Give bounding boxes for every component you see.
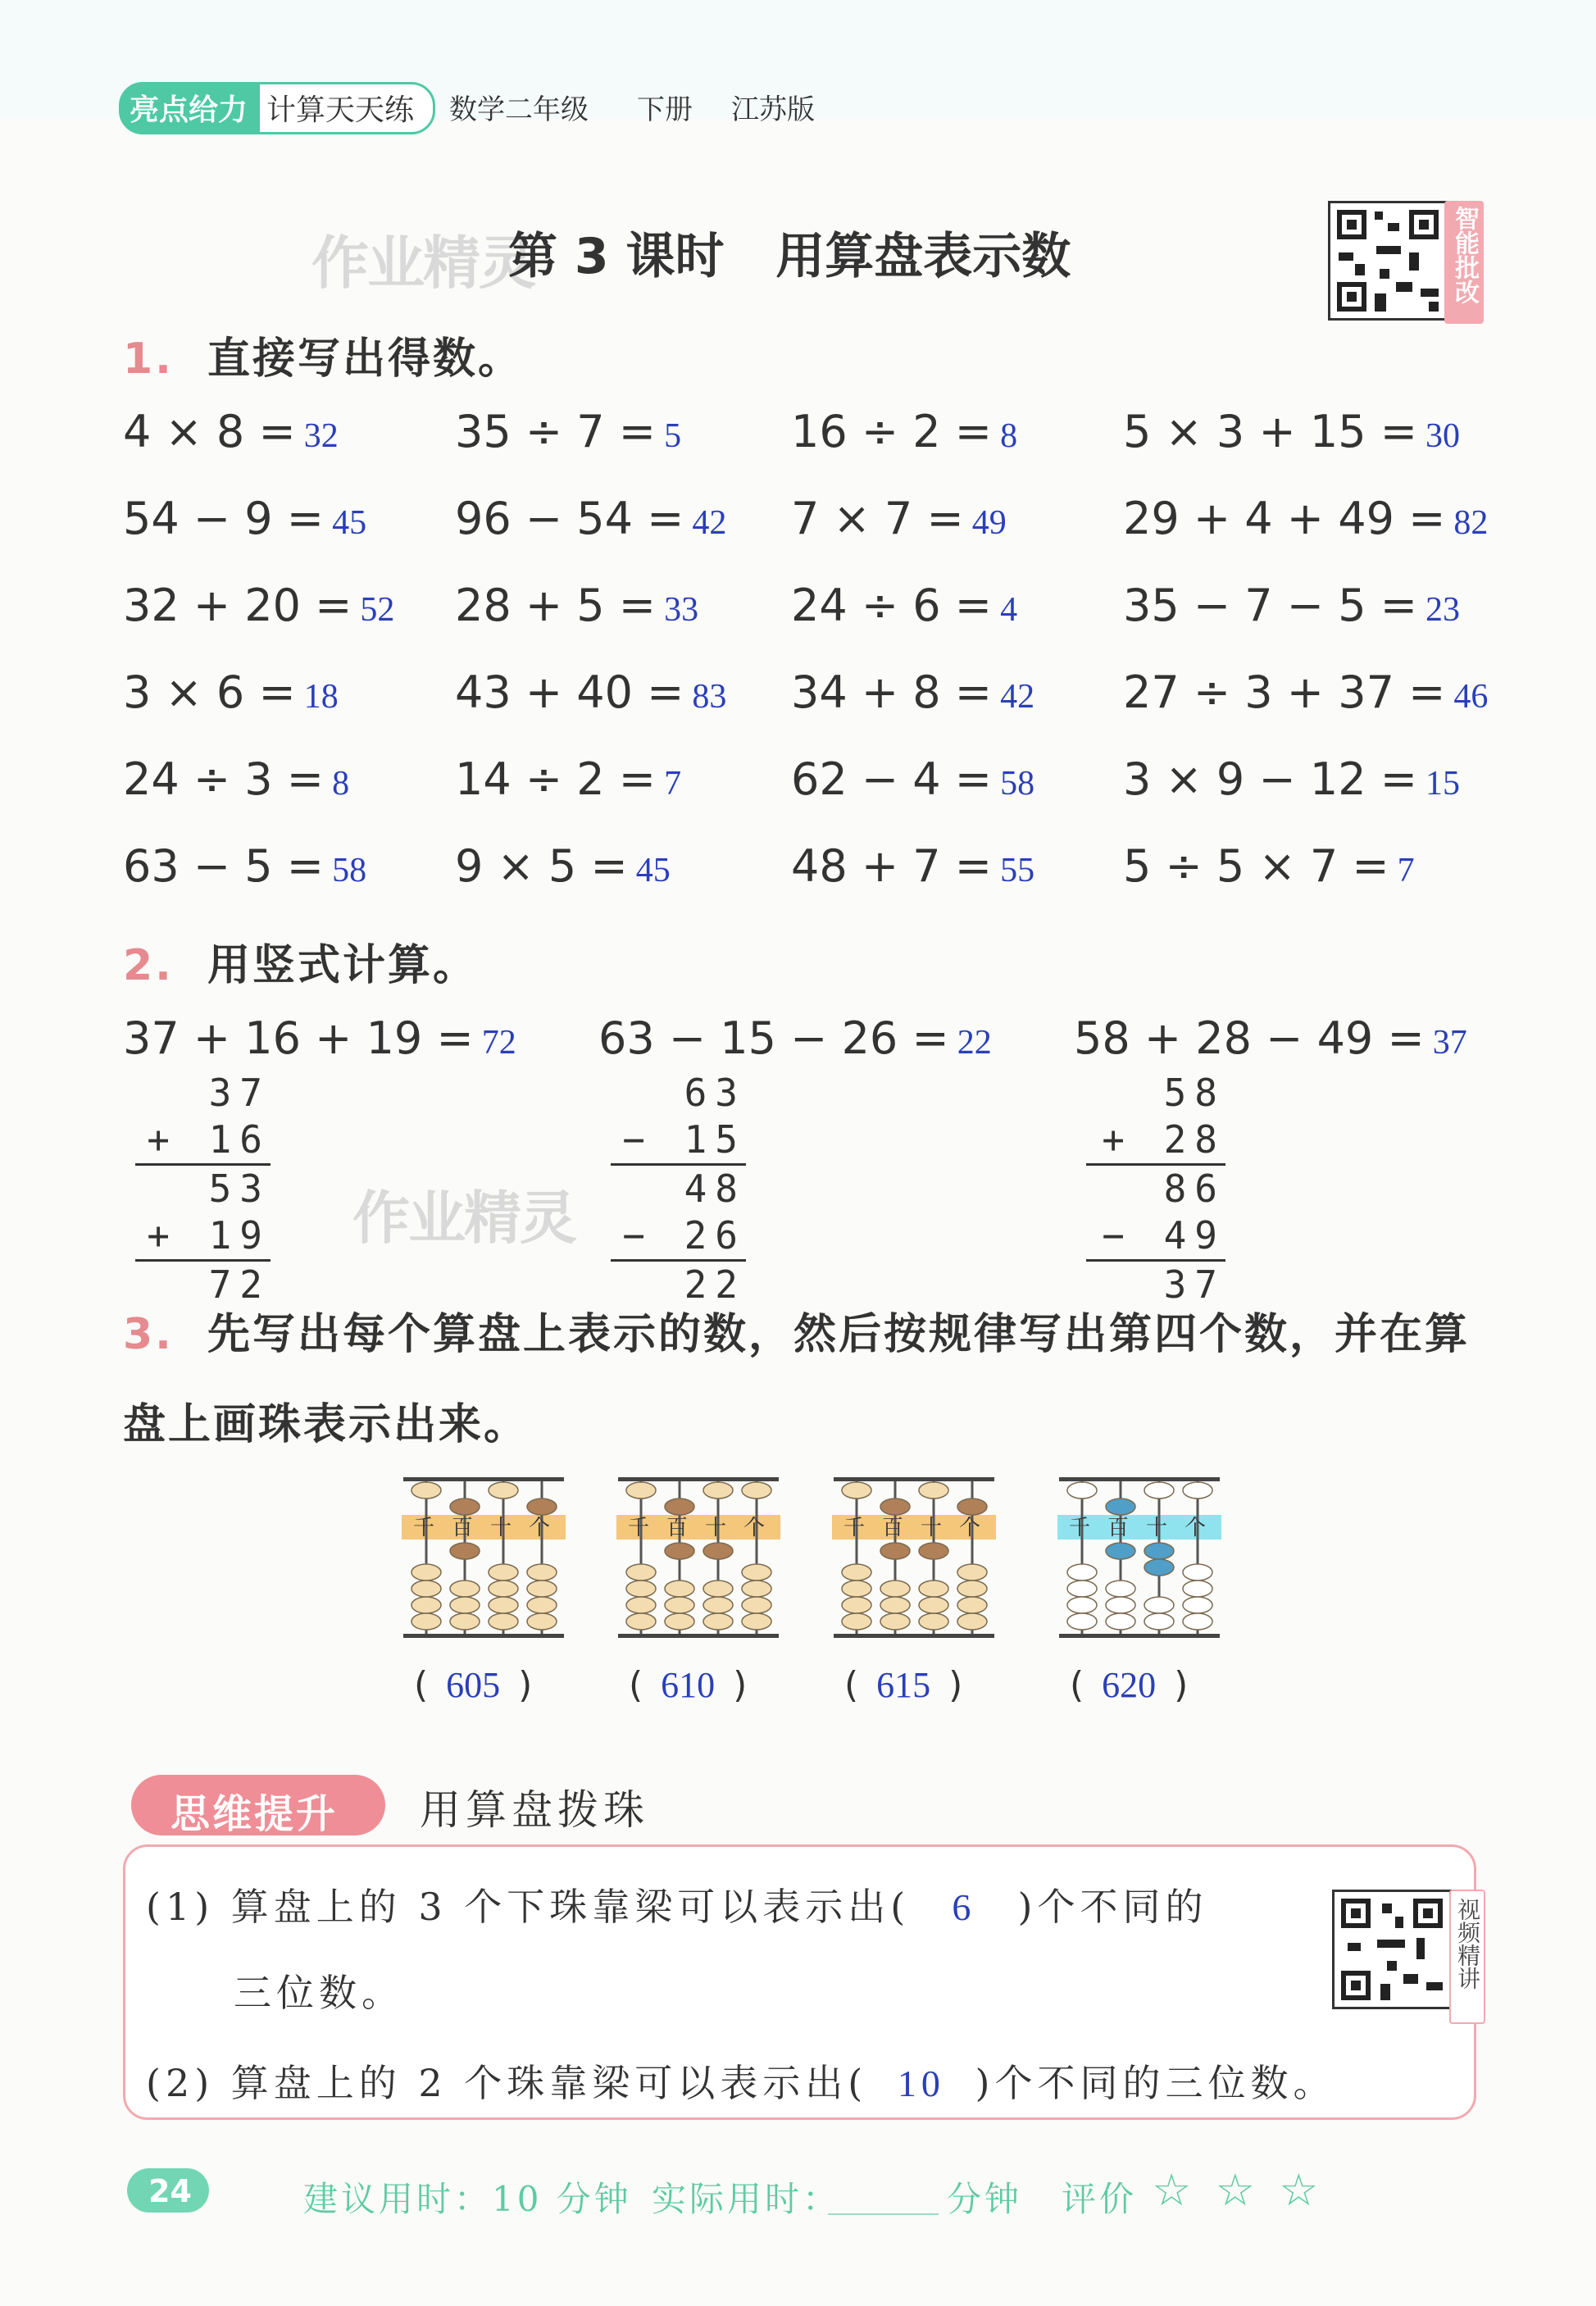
thinking-p1-b: )个不同的 [1017, 1885, 1208, 1929]
q1-item [1123, 666, 1488, 718]
abacus-lower-bead [919, 1597, 948, 1613]
abacus-lower-bead [842, 1613, 871, 1630]
q1-item [791, 493, 1007, 544]
abacus-lower-bead [742, 1564, 771, 1581]
abacus-lower-bead [742, 1613, 771, 1630]
abacus-upper-bead [527, 1499, 557, 1515]
abacus-place-label: 十 [705, 1516, 727, 1540]
abacus-lower-bead [626, 1564, 656, 1581]
abacus-lower-bead [1183, 1564, 1212, 1581]
thinking-p1-c: 三位数。 [234, 1971, 404, 2015]
q1-answer: 7 [664, 765, 682, 803]
qr-tag-grading [1444, 201, 1484, 324]
q1-item [455, 840, 671, 892]
abacus [832, 1476, 996, 1640]
q1-answer: 42 [692, 504, 727, 542]
abacus-answer: 605 [446, 1665, 501, 1705]
abacus-bottom-bar [1059, 1634, 1220, 1638]
q1-expression: 5 ÷ 5 × 7 = [1123, 840, 1389, 892]
abacus-answer-line [844, 1664, 962, 1706]
q1-text: 直接写出得数。 [207, 334, 524, 384]
qr-code-video[interactable] [1332, 1890, 1452, 2009]
q1-answer: 33 [664, 591, 699, 629]
abacus-lower-bead [1144, 1613, 1174, 1630]
q1-answer: 18 [303, 678, 339, 716]
abacus-top-bar [618, 1477, 779, 1481]
q2-vertical-calc [1086, 1070, 1225, 1308]
abacus-lower-bead [842, 1581, 871, 1597]
q1-expression: 35 − 7 − 5 = [1123, 580, 1417, 631]
q1-expression: 4 × 8 = [123, 406, 296, 457]
paren-open: ( [1070, 1664, 1084, 1706]
q1-item [791, 406, 1017, 457]
abacus-lower-bead [665, 1613, 694, 1630]
abacus-lower-bead [450, 1597, 480, 1613]
q1-answer: 7 [1397, 852, 1415, 889]
q1-expression: 28 + 5 = [455, 580, 657, 631]
q2-expression-line [123, 1012, 516, 1064]
abacus-upper-bead [1144, 1482, 1174, 1499]
q1-expression: 7 × 7 = [791, 493, 964, 544]
abacus-upper-bead [450, 1499, 480, 1515]
abacus-lower-bead [957, 1581, 987, 1597]
abacus-lower-bead [412, 1597, 441, 1613]
q2-answer: 22 [957, 1024, 992, 1062]
q1-answer: 30 [1425, 417, 1460, 455]
q1-answer: 58 [1000, 765, 1035, 803]
q2-expression-line [1074, 1012, 1467, 1064]
header-series: 计算天天练 [266, 93, 415, 127]
q1-answer: 32 [303, 417, 339, 455]
q1-expression: 3 × 9 − 12 = [1123, 753, 1417, 805]
abacus-place-label: 个 [529, 1516, 551, 1540]
q2-text: 用竖式计算。 [207, 941, 479, 990]
abacus-lower-bead [1106, 1613, 1135, 1630]
abacus-lower-bead [665, 1543, 694, 1559]
actual-time-unit: 分钟 [947, 2179, 1023, 2219]
q1-item [123, 406, 339, 457]
q1-expression: 16 ÷ 2 = [791, 406, 993, 457]
qr-tag-grading-text: 智能批改 [1450, 206, 1479, 304]
q1-expression: 27 ÷ 3 + 37 = [1123, 666, 1446, 718]
q1-item [1123, 753, 1460, 805]
paren-close: ) [1174, 1664, 1189, 1706]
abacus-lower-bead [665, 1581, 694, 1597]
q1-expression: 29 + 4 + 49 = [1123, 493, 1446, 544]
q1-expression: 48 + 7 = [791, 840, 993, 892]
q1-answer: 46 [1453, 678, 1489, 716]
abacus-lower-bead [1067, 1564, 1097, 1581]
abacus-answer: 620 [1102, 1665, 1157, 1705]
abacus-lower-bead [527, 1597, 557, 1613]
abacus-lower-bead [880, 1581, 910, 1597]
q1-item [1123, 580, 1460, 631]
abacus-lower-bead [1144, 1597, 1174, 1613]
q1-answer: 45 [332, 504, 367, 542]
qr-pattern-icon [1335, 1892, 1449, 2007]
thinking-p2-b: )个不同的三位数。 [975, 2061, 1336, 2105]
q2-vertical-row: 63 [684, 1071, 746, 1115]
abacus-lower-bead [489, 1613, 518, 1630]
abacus-place-label: 百 [882, 1516, 904, 1540]
abacus-lower-bead [1067, 1597, 1097, 1613]
q1-answer: 49 [971, 504, 1007, 542]
abacus-lower-bead [880, 1543, 910, 1559]
q1-expression: 54 − 9 = [123, 493, 325, 544]
abacus-lower-bead [527, 1564, 557, 1581]
q1-expression: 63 − 5 = [123, 840, 325, 892]
abacus-lower-bead [880, 1597, 910, 1613]
abacus-upper-bead [703, 1482, 733, 1499]
actual-time-label: 实际用时： [652, 2179, 841, 2219]
q1-item [123, 840, 366, 892]
q2-vertical-row: 37 [208, 1071, 271, 1115]
q2-vertical-row: 58 [1163, 1071, 1225, 1115]
q2-number: 2. [123, 941, 174, 990]
abacus-upper-bead [742, 1482, 771, 1499]
actual-time-input[interactable] [828, 2213, 939, 2215]
abacus-lower-bead [919, 1543, 948, 1559]
q1-item [791, 753, 1034, 805]
abacus-place-label: 千 [843, 1516, 866, 1540]
abacus-lower-bead [626, 1597, 656, 1613]
q1-expression: 35 ÷ 7 = [455, 406, 657, 457]
abacus-lower-bead [842, 1597, 871, 1613]
abacus-upper-bead [1106, 1499, 1135, 1515]
q2-vertical-row: 22 [684, 1262, 746, 1307]
abacus-upper-bead [1183, 1482, 1212, 1499]
abacus-upper-bead [880, 1499, 910, 1515]
abacus-lower-bead [527, 1581, 557, 1597]
abacus-place-label: 个 [959, 1516, 981, 1540]
abacus-lower-bead [1144, 1543, 1174, 1559]
paren-open: ( [629, 1664, 643, 1706]
q1-answer: 52 [360, 591, 395, 629]
abacus-place-label: 千 [628, 1516, 650, 1540]
q1-answer: 42 [1000, 678, 1035, 716]
q1-item [791, 666, 1034, 718]
q2-vertical-row: + 16 [135, 1117, 271, 1166]
paren-close: ) [948, 1664, 963, 1706]
q2-answer: 37 [1432, 1024, 1467, 1062]
abacus-lower-bead [626, 1581, 656, 1597]
abacus-upper-bead [957, 1499, 987, 1515]
abacus-top-bar [834, 1477, 994, 1481]
q1-item [791, 580, 1017, 631]
abacus-place-label: 十 [921, 1516, 943, 1540]
rating-stars[interactable]: ☆ ☆ ☆ [1152, 2164, 1324, 2216]
abacus-upper-bead [1067, 1482, 1097, 1499]
abacus-lower-bead [703, 1597, 733, 1613]
q1-heading [123, 324, 523, 385]
header-edition: 江苏版 [731, 93, 815, 126]
q3-heading [123, 1299, 1470, 1361]
thinking-p2 [146, 2054, 1335, 2108]
q2-vertical-row: 86 [1163, 1167, 1225, 1211]
q2-answer: 72 [481, 1024, 516, 1062]
paren-open: ( [414, 1664, 429, 1706]
q2-expression: 63 − 15 − 26 = [598, 1012, 949, 1064]
abacus-upper-bead [626, 1482, 656, 1499]
q1-answer: 58 [332, 852, 367, 889]
q2-vertical-calc [135, 1070, 271, 1308]
q1-answer: 15 [1425, 765, 1460, 803]
q1-item [455, 580, 698, 631]
abacus-lower-bead [1144, 1559, 1174, 1576]
abacus-lower-bead [450, 1581, 480, 1597]
thinking-p1-a: (1) 算盘上的 3 个下珠靠梁可以表示出( [146, 1885, 911, 1929]
qr-tag-video [1449, 1890, 1485, 2024]
q1-answer: 83 [692, 678, 727, 716]
abacus-place-label: 个 [743, 1516, 766, 1540]
abacus-answer: 610 [661, 1665, 716, 1705]
q2-vertical-row: 72 [208, 1262, 271, 1307]
abacus-bottom-bar [834, 1634, 994, 1638]
suggested-time: 建议用时：10 分钟 [303, 2179, 632, 2219]
abacus-lower-bead [1106, 1581, 1135, 1597]
abacus-lower-bead [1067, 1581, 1097, 1597]
thinking-badge-text: 思维提升 [171, 1791, 339, 1837]
q1-item [1123, 840, 1415, 892]
abacus-lower-bead [957, 1564, 987, 1581]
q2-vertical-row: + 28 [1086, 1117, 1225, 1166]
abacus-lower-bead [742, 1581, 771, 1597]
abacus-place-label: 千 [413, 1516, 435, 1540]
thinking-p1 [146, 1877, 1207, 1931]
abacus [616, 1476, 780, 1640]
q1-expression: 24 ÷ 3 = [123, 753, 325, 805]
q2-expression: 37 + 16 + 19 = [123, 1012, 474, 1064]
page-number-badge [127, 2168, 209, 2213]
abacus-lower-bead [1106, 1543, 1135, 1559]
page-title: 第 3 课时 用算盘表示数 [508, 228, 1071, 285]
q1-item [455, 493, 726, 544]
thinking-subtitle: 用算盘拨珠 [420, 1786, 649, 1834]
q2-vertical-row: 37 [1163, 1262, 1225, 1307]
q1-answer: 8 [1000, 417, 1018, 455]
q3-text-line1: 先写出每个算盘上表示的数，然后按规律写出第四个数，并在算 [207, 1310, 1471, 1359]
q1-item [455, 753, 681, 805]
abacus-bottom-bar [403, 1634, 564, 1638]
q2-expression-line [598, 1012, 992, 1064]
abacus-lower-bead [412, 1613, 441, 1630]
abacus-lower-bead [957, 1613, 987, 1630]
q1-item [123, 580, 394, 631]
abacus-lower-bead [665, 1597, 694, 1613]
abacus-lower-bead [880, 1613, 910, 1630]
q1-expression: 14 ÷ 2 = [455, 753, 657, 805]
paren-close: ) [518, 1664, 533, 1706]
paren-close: ) [733, 1664, 748, 1706]
qr-code-grading[interactable] [1328, 201, 1448, 321]
abacus-lower-bead [919, 1613, 948, 1630]
q1-item [791, 840, 1034, 892]
abacus-bottom-bar [618, 1634, 779, 1638]
q1-answer: 82 [1453, 504, 1489, 542]
q1-item [455, 406, 681, 457]
q2-expression: 58 + 28 − 49 = [1074, 1012, 1425, 1064]
q1-item [123, 666, 339, 718]
q2-vertical-calc [611, 1070, 746, 1308]
q2-vertical-row: − 49 [1086, 1212, 1225, 1262]
q2-vertical-row: + 19 [135, 1212, 271, 1262]
abacus-lower-bead [1183, 1597, 1212, 1613]
q1-item [1123, 406, 1460, 457]
q2-vertical-row: 48 [684, 1167, 746, 1211]
abacus-answer: 615 [876, 1665, 931, 1705]
abacus-place-label: 个 [1184, 1516, 1207, 1540]
header-grade: 数学二年级 [449, 93, 589, 126]
thinking-p1-answer: 6 [952, 1886, 976, 1928]
abacus [402, 1476, 566, 1640]
q1-answer: 5 [664, 417, 682, 455]
abacus-upper-bead [665, 1499, 694, 1515]
abacus-lower-bead [489, 1597, 518, 1613]
abacus-lower-bead [1183, 1581, 1212, 1597]
q1-expression: 5 × 3 + 15 = [1123, 406, 1417, 457]
q2-vertical-row: − 15 [611, 1117, 746, 1166]
abacus-place-label: 百 [1107, 1516, 1130, 1540]
header-brand-text: 亮点给力 [130, 93, 248, 127]
watermark: 作业精灵 [311, 230, 534, 297]
abacus-lower-bead [742, 1597, 771, 1613]
q1-expression: 62 − 4 = [791, 753, 993, 805]
abacus-lower-bead [489, 1581, 518, 1597]
thinking-badge [131, 1775, 385, 1835]
q1-expression: 96 − 54 = [455, 493, 684, 544]
q1-answer: 45 [635, 852, 671, 889]
q1-expression: 9 × 5 = [455, 840, 628, 892]
abacus-answer-line [1070, 1664, 1188, 1706]
q1-item [123, 753, 349, 805]
abacus-lower-bead [412, 1581, 441, 1597]
q3-text-line2: 盘上画珠表示出来。 [123, 1400, 530, 1449]
q3-number: 3. [123, 1310, 174, 1359]
q2-vertical-row: − 26 [611, 1212, 746, 1262]
abacus-place-label: 十 [490, 1516, 512, 1540]
abacus-upper-bead [919, 1482, 948, 1499]
abacus-place-label: 百 [452, 1516, 474, 1540]
abacus-lower-bead [450, 1543, 480, 1559]
q1-number: 1. [123, 334, 174, 384]
q1-expression: 32 + 20 = [123, 580, 352, 631]
abacus-lower-bead [412, 1564, 441, 1581]
abacus-answer-line [629, 1664, 747, 1706]
abacus-answer-line [414, 1664, 532, 1706]
q1-answer: 8 [332, 765, 350, 803]
q1-answer: 4 [1000, 591, 1018, 629]
abacus-place-label: 千 [1069, 1516, 1091, 1540]
q1-expression: 24 ÷ 6 = [791, 580, 993, 631]
abacus-lower-bead [919, 1581, 948, 1597]
abacus-lower-bead [450, 1613, 480, 1630]
header-volume: 下册 [637, 93, 693, 126]
thinking-p2-a: (2) 算盘上的 2 个珠靠梁可以表示出( [146, 2061, 868, 2105]
abacus-upper-bead [489, 1482, 518, 1499]
thinking-p2-answer: 10 [897, 2063, 945, 2104]
abacus-lower-bead [957, 1597, 987, 1613]
q1-expression: 34 + 8 = [791, 666, 993, 718]
abacus[interactable] [1057, 1476, 1221, 1640]
paren-open: ( [844, 1664, 859, 1706]
abacus-top-bar [403, 1477, 564, 1481]
q1-answer: 55 [1000, 852, 1035, 889]
qr-tag-video-text: 视频精讲 [1454, 1898, 1481, 1990]
q2-heading [123, 930, 478, 992]
q1-expression: 3 × 6 = [123, 666, 296, 718]
abacus-place-label: 百 [666, 1516, 689, 1540]
abacus-upper-bead [412, 1482, 441, 1499]
abacus-upper-bead [842, 1482, 871, 1499]
q1-item [123, 493, 366, 544]
q1-answer: 23 [1425, 591, 1460, 629]
q2-vertical-row: 53 [208, 1167, 271, 1211]
abacus-lower-bead [703, 1613, 733, 1630]
abacus-lower-bead [703, 1581, 733, 1597]
page-number: 24 [148, 2173, 192, 2209]
abacus-lower-bead [527, 1613, 557, 1630]
watermark-2: 作业精灵 [352, 1185, 575, 1252]
qr-pattern-icon [1330, 203, 1445, 318]
abacus-lower-bead [703, 1543, 733, 1559]
abacus-lower-bead [1183, 1613, 1212, 1630]
abacus-lower-bead [1067, 1613, 1097, 1630]
abacus-top-bar [1059, 1477, 1220, 1481]
q1-expression: 43 + 40 = [455, 666, 684, 718]
q1-item [455, 666, 726, 718]
rating-label: 评价 [1062, 2179, 1138, 2219]
q1-item [1123, 493, 1488, 544]
abacus-lower-bead [489, 1564, 518, 1581]
abacus-lower-bead [1106, 1597, 1135, 1613]
abacus-place-label: 十 [1146, 1516, 1168, 1540]
abacus-lower-bead [626, 1613, 656, 1630]
abacus-lower-bead [842, 1564, 871, 1581]
